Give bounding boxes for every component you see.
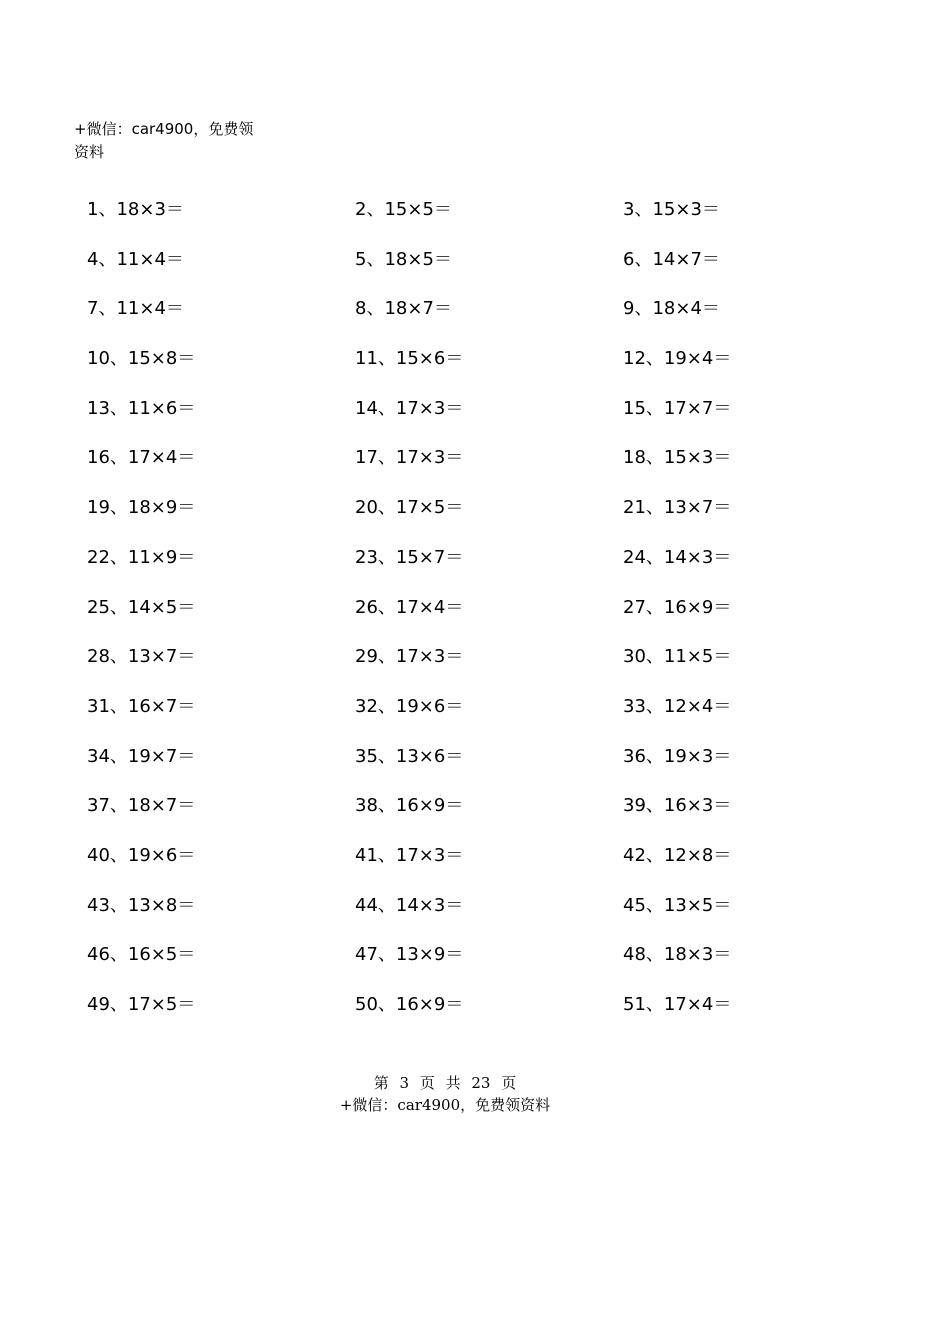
problem-item: 31、16×7＝ — [87, 695, 196, 717]
problem-item: 7、11×4＝ — [87, 298, 184, 320]
problem-item: 39、16×3＝ — [623, 795, 732, 817]
problem-item: 47、13×9＝ — [355, 944, 464, 966]
problem-item: 30、11×5＝ — [623, 646, 732, 668]
problem-item: 18、15×3＝ — [623, 447, 732, 469]
problem-item: 10、15×8＝ — [87, 348, 196, 370]
problem-item: 23、15×7＝ — [355, 546, 464, 568]
problem-item: 32、19×6＝ — [355, 695, 464, 717]
problem-item: 12、19×4＝ — [623, 348, 732, 370]
problem-item: 45、13×5＝ — [623, 894, 732, 916]
page-footer — [0, 1072, 890, 1116]
problem-item: 36、19×3＝ — [623, 745, 732, 767]
problem-item: 41、17×3＝ — [355, 844, 464, 866]
problem-item: 46、16×5＝ — [87, 944, 196, 966]
problem-item: 27、16×9＝ — [623, 596, 732, 618]
footer-promo: +微信：car4900，免费领资料 — [339, 1096, 551, 1114]
problem-item: 28、13×7＝ — [87, 646, 196, 668]
problem-item: 48、18×3＝ — [623, 944, 732, 966]
problem-grid — [87, 193, 887, 1038]
problem-item: 38、16×9＝ — [355, 795, 464, 817]
problem-item: 15、17×7＝ — [623, 397, 732, 419]
problem-item: 20、17×5＝ — [355, 497, 464, 519]
problem-item: 2、15×5＝ — [355, 199, 452, 220]
header-promo-line-1: +微信：car4900，免费领 — [74, 120, 254, 138]
header-promo — [74, 118, 274, 164]
problem-item: 8、18×7＝ — [355, 298, 452, 320]
problem-item: 26、17×4＝ — [355, 596, 464, 618]
problem-item: 29、17×3＝ — [355, 646, 464, 668]
problem-item: 37、18×7＝ — [87, 795, 196, 817]
problem-item: 1、18×3＝ — [87, 199, 184, 220]
problem-item: 11、15×6＝ — [355, 348, 464, 370]
problem-item: 25、14×5＝ — [87, 596, 196, 618]
problem-item: 3、15×3＝ — [623, 199, 720, 220]
header-promo-line-2: 资料 — [74, 143, 105, 161]
problem-item: 21、13×7＝ — [623, 497, 732, 519]
problem-item: 50、16×9＝ — [355, 994, 464, 1015]
problem-item: 4、11×4＝ — [87, 248, 184, 270]
problem-item: 24、14×3＝ — [623, 546, 732, 568]
problem-item: 22、11×9＝ — [87, 546, 196, 568]
problem-item: 34、19×7＝ — [87, 745, 196, 767]
problem-item: 19、18×9＝ — [87, 497, 196, 519]
problem-item: 9、18×4＝ — [623, 298, 720, 320]
problem-item: 33、12×4＝ — [623, 695, 732, 717]
problem-item: 6、14×7＝ — [623, 248, 720, 270]
problem-item: 14、17×3＝ — [355, 397, 464, 419]
problem-item: 51、17×4＝ — [623, 994, 732, 1015]
problem-item: 42、12×8＝ — [623, 844, 732, 866]
problem-item: 13、11×6＝ — [87, 397, 196, 419]
problem-item: 49、17×5＝ — [87, 994, 196, 1015]
problem-item: 40、19×6＝ — [87, 844, 196, 866]
problem-item: 44、14×3＝ — [355, 894, 464, 916]
problem-item: 43、13×8＝ — [87, 894, 196, 916]
problem-item: 16、17×4＝ — [87, 447, 196, 469]
page-number: 第 3 页 共 23 页 — [373, 1074, 517, 1092]
problem-item: 17、17×3＝ — [355, 447, 464, 469]
problem-item: 5、18×5＝ — [355, 248, 452, 270]
problem-item: 35、13×6＝ — [355, 745, 464, 767]
